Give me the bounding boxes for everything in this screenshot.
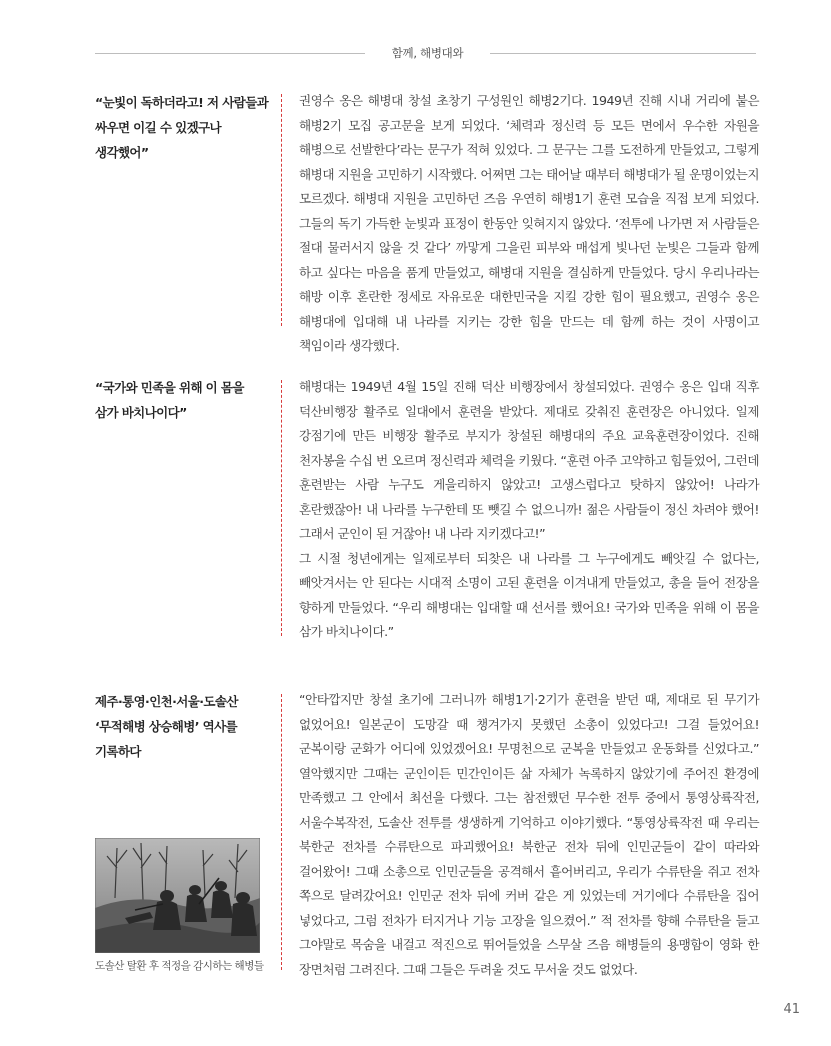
marines-photo: [95, 838, 260, 953]
section-1-paragraph: 권영수 옹은 해병대 창설 초창기 구성원인 해병2기다. 1949년 진해 시내 거리에 붙은 해병2기 모집 공고문을 보게 되었다. ‘체력과 정신력 등 모든 면에서 우수한 자원을 해병으로 선발한다’라는 문구가 적혀 있었다. 그 문구는 그를 도전하게 만들었고, 그렇게 해병대 지원을 고민하기 시작했다. 어쩌면 그는 태어날 때부터 해병대가 될 운명이었는지 모르겠다. 해병대 지원을 고민하던 즈음 우연히 해병1기 훈련 모습을 직접 보게 되었다. 그들의 독기 가득한 눈빛과 표정이 한동안 잊혀지지 않았다. ‘전투에 나가면 저 사람들은 절대 물러서지 않을 것 같다’ 까맣게 그을린 피부와 매섭게 빛나던 눈빛은 그들과 함께 하고 싶다는 마음을 품게 만들었고, 해병대 지원을 결심하게 만들었다. 당시 우리나라는 해방 이후 혼란한 정세로 자유로운 대한민국을 지킬 강한 힘이 필요했고, 권영수 옹은 해병대에 입대해 내 나라를 지키는 강한 힘을 만드는 데 함께 하는 것이 사명이고 책임이라 생각했다.: [299, 93, 759, 353]
header-rule-right: [490, 53, 756, 54]
marines-photo-illustration: [95, 838, 260, 953]
header-rule-left: [95, 53, 365, 54]
section-2-divider: [281, 380, 282, 636]
section-1-divider: [281, 94, 282, 326]
section-2-paragraph-1: 해병대는 1949년 4월 15일 진해 덕산 비행장에서 창설되었다. 권영수 옹은 입대 직후 덕산비행장 활주로 일대에서 훈련을 받았다. 제대로 갖춰진 훈련장은 아니었다. 일제 강점기에 만든 비행장 활주로 부지가 창설된 해병대의 주요 교육훈련장이었다. 진해 천자봉을 수십 번 오르며 정신력과 체력을 키웠다. “훈련 아주 고약하고 힘들었어, 그런데 훈련받는 사람 누구도 게을리하지 않았고! 고생스럽다고 탓하지 않았어! 나라가 혼란했잖아! 내 나라를 누구한테 또 뺏길 수 없으니까! 젊은 사람들이 정신 차려야 했어! 그래서 군인이 된 거잖아! 내 나라 지키겠다고!”: [299, 379, 759, 541]
section-1-heading: “눈빛이 독하더라고! 저 사람들과 싸우면 이길 수 있겠구나 생각했어”: [95, 95, 269, 160]
section-1-body: [299, 89, 759, 359]
section-2-paragraph-2: 그 시절 청년에게는 일제로부터 되찾은 내 나라를 그 누구에게도 빼앗길 수 없다는, 빼앗겨서는 안 된다는 시대적 소명이 고된 훈련을 이겨내게 만들었고, 총을 들어 전장을 향하게 만들었다. “우리 해병대는 입대할 때 선서를 했어요! 국가와 민족을 위해 이 몸을 삼가 바치나이다.”: [299, 550, 759, 639]
section-3-paragraph: “안타깝지만 창설 초기에 그러니까 해병1기·2기가 훈련을 받던 때, 제대로 된 무기가 없었어요! 일본군이 도망갈 때 챙겨가지 못했던 소총이 있었다고! 그걸 들었어요! 군복이랑 군화가 어디에 있었겠어요! 무명천으로 군복을 만들었고 운동화를 신었다고.” 열악했지만 그때는 군인이든 민간인이든 삶 자체가 녹록하지 않았기에 주어진 환경에 만족했고 그 안에서 최선을 다했다. 그는 참전했던 무수한 전투 중에서 통영상륙작전, 서울수복작전, 도솔산 전투를 생생하게 기억하고 이야기했다. “통영상륙작전 때 우리는 북한군 전차를 수류탄으로 파괴했어요! 북한군 전차 뒤에 인민군들이 같이 따라와 걸어왔어! 그때 소총으로 인민군들을 공격해서 흩어버리고, 우리가 수류탄을 쥐고 전차 쪽으로 달려갔어요! 인민군 전차 뒤에 커버 같은 게 있었는데 거기에다 수류탄을 집어 넣었다고, 그럼 전차가 터지거나 기능 고장을 일으켰어.” 적 전차를 향해 수류탄을 들고 그야말로 목숨을 내걸고 적진으로 뛰어들었을 스무살 즈음 해병들의 용맹함이 영화 한 장면처럼 그려진다. 그때 그들은 두려울 것도 무서울 것도 없었다.: [299, 692, 759, 977]
page-number: 41: [783, 1002, 800, 1017]
section-2-heading: “국가와 민족을 위해 이 몸을 삼가 바치나이다”: [95, 380, 244, 420]
photo-caption: 도솔산 탈환 후 적정을 감시하는 해병들: [95, 960, 264, 972]
section-3-heading: 제주·통영·인천·서울·도솔산 ‘무적해병 상승해병’ 역사를 기록하다: [95, 694, 238, 759]
running-header: [0, 44, 831, 64]
section-3-body: [299, 688, 759, 982]
section-2-body: [299, 375, 759, 645]
header-title: 함께, 해병대와: [391, 46, 464, 60]
section-3-divider: [281, 694, 282, 970]
